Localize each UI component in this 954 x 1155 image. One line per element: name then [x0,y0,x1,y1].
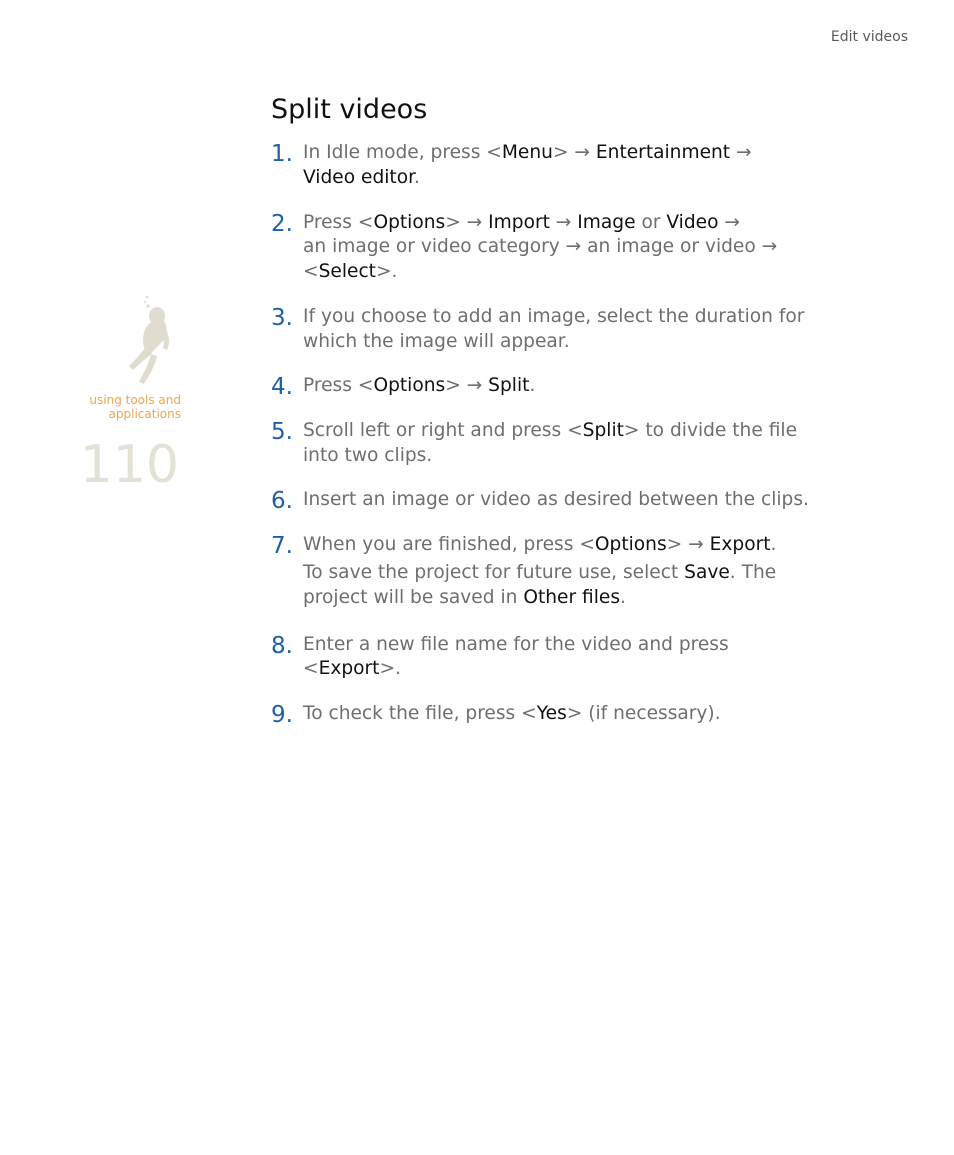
step-item [271,488,851,513]
step-line [303,419,851,444]
menu-keyword: Menu [501,142,553,163]
step-text: > → [445,375,489,397]
step-text: Scroll left or right and press < [303,420,583,442]
menu-keyword: Options [373,375,446,397]
step-text: → [730,142,752,163]
step-text: >. [375,260,398,282]
step-text: In Idle mode, press < [303,142,502,163]
step-text: Press < [303,211,374,233]
step-line [303,657,851,682]
step-text: < [303,658,319,680]
step-note [303,561,851,610]
step-text: > → [666,533,710,555]
step-item [271,633,851,682]
step-text: an image or video category → an image or video → [303,236,778,258]
menu-keyword: Options [373,211,446,233]
step-text: To save the project for future use, select [303,562,685,584]
menu-keyword: Export [709,533,771,555]
step-text: Press < [303,375,374,397]
step-text: . [770,533,777,555]
step-number: 8. [271,632,293,659]
step-text: If you choose to add an image, select the duration for [303,305,805,327]
step-number: 3. [271,304,293,331]
step-text: → [549,211,578,233]
step-number: 7. [271,532,293,559]
step-text: . The [729,562,777,584]
step-text: >. [379,658,401,680]
step-line [303,561,851,586]
page-title: Split videos [271,94,428,125]
step-text: . [620,587,626,609]
step-number: 4. [271,374,293,401]
step-text: To check the file, press < [303,702,537,724]
step-number: 6. [271,487,293,514]
step-text: which the image will appear. [303,330,570,352]
menu-keyword: Options [594,533,667,555]
step-line [303,488,851,513]
page-number: 110 [79,435,179,495]
step-line [303,702,851,727]
step-body [303,419,851,468]
step-line [303,141,851,166]
step-list [271,141,851,727]
step-text: > → [552,142,596,163]
menu-keyword: Video [666,211,719,233]
step-body [303,211,851,285]
step-text: . [529,375,536,397]
step-body [303,702,851,727]
step-text: When you are finished, press < [303,533,595,555]
step-line [303,211,851,236]
step-body [303,533,851,611]
step-body [303,488,851,513]
step-item [271,305,851,354]
step-line [303,586,851,611]
step-line [303,374,851,399]
step-item [271,141,851,190]
step-item [271,533,851,611]
menu-keyword: Split [488,375,530,397]
step-body [303,633,851,682]
menu-keyword: Other files [523,587,621,609]
menu-keyword: Yes [536,702,567,724]
step-item [271,702,851,727]
step-line [303,166,851,191]
step-text: . [414,166,420,188]
step-text: < [303,260,319,282]
step-line [303,305,851,330]
step-item [271,419,851,468]
section-label: using tools and applications [89,393,181,421]
step-line [303,235,851,260]
step-number: 1. [271,141,293,167]
step-text: > (if necessary). [566,702,721,724]
menu-keyword: Select [318,260,376,282]
menu-keyword: Import [488,211,550,233]
step-text: > → [445,211,489,233]
step-line [303,330,851,355]
menu-keyword: Entertainment [595,142,731,163]
step-number: 2. [271,210,293,237]
running-header: Edit videos [830,29,908,45]
step-item [271,211,851,285]
step-body [303,305,851,354]
step-line [303,633,851,658]
menu-keyword: Save [684,562,730,584]
step-line [303,533,851,558]
step-text: Enter a new file name for the video and press [303,633,729,655]
step-text: Insert an image or video as desired between the clips. [303,488,809,510]
step-text: → [718,211,740,233]
step-text: into two clips. [303,444,433,466]
step-line [303,444,851,469]
menu-keyword: Image [577,211,636,233]
menu-keyword: Split [582,420,624,442]
menu-keyword: Export [318,658,380,680]
step-item [271,374,851,399]
diver-figure-icon [121,292,181,387]
step-body [303,141,851,190]
step-body [303,374,851,399]
step-number: 9. [271,701,293,728]
step-text: or [635,211,667,233]
sidebar [60,292,181,493]
step-text: project will be saved in [303,587,524,609]
menu-keyword: Video editor [303,166,415,188]
step-line [303,260,851,285]
step-number: 5. [271,419,293,446]
step-text: > to divide the file [623,420,798,442]
